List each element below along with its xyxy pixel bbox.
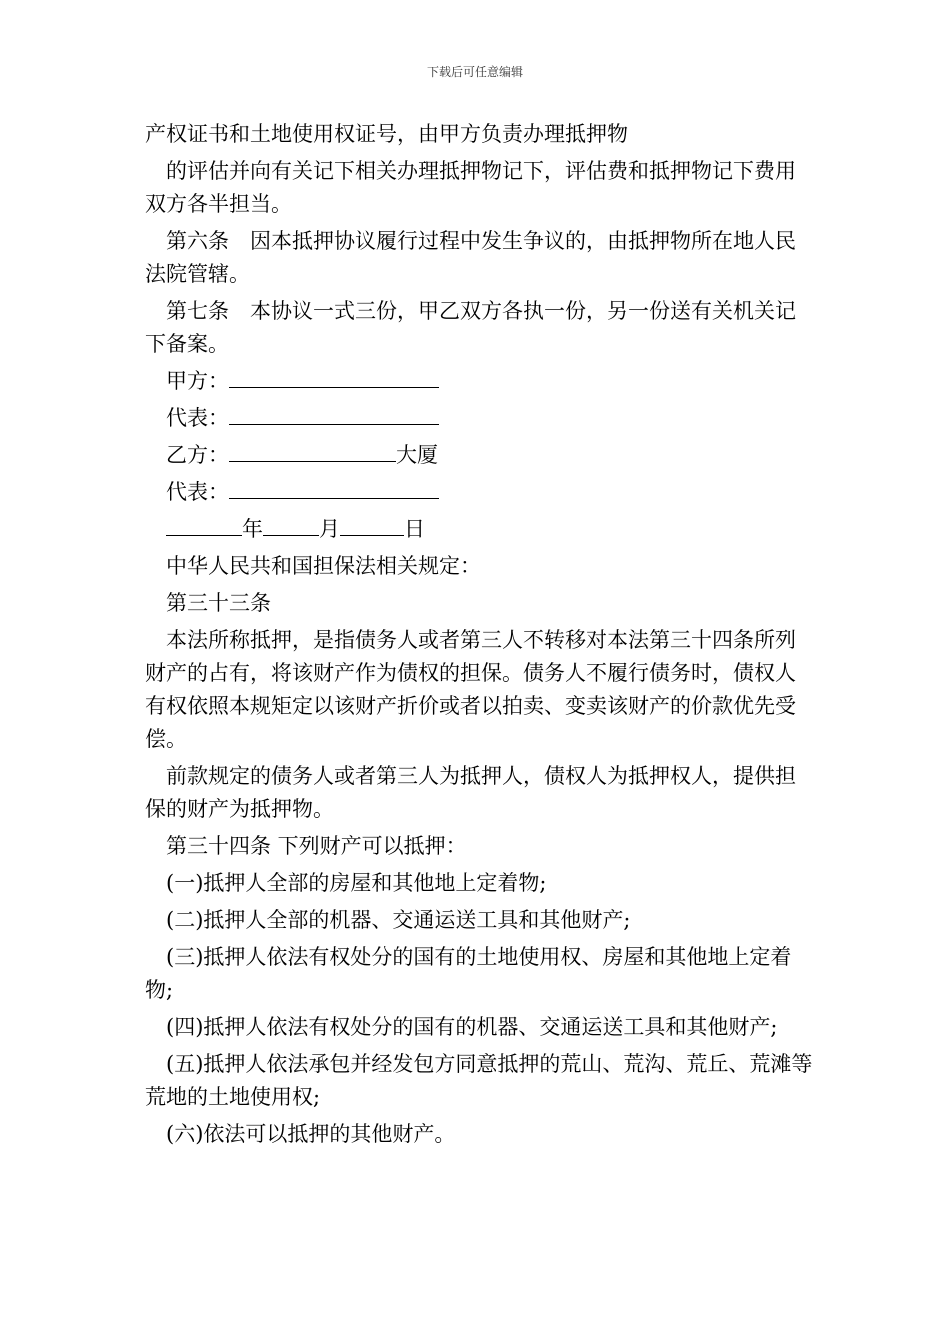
month-blank — [263, 513, 319, 536]
article-7-copies: 第七条 本协议一式三份，甲乙双方各执一份，另一份送有关机关记下备案。 — [145, 299, 796, 356]
article-34-item-4: (四)抵押人依法有权处分的国有的机器、交通运送工具和其他财产; — [166, 1015, 778, 1039]
article-34-title: 第三十四条 下列财产可以抵押： — [166, 834, 467, 858]
year-label: 年 — [242, 517, 263, 541]
article-34-item-6: (六)依法可以抵押的其他财产。 — [166, 1122, 456, 1146]
paragraph-property-certificate: 产权证书和土地使用权证号，由甲方负责办理抵押物 — [145, 122, 628, 146]
signature-rep-a — [145, 402, 815, 435]
article-33-title: 第三十三条 — [166, 591, 271, 615]
day-label: 日 — [404, 517, 425, 541]
document-body — [145, 118, 815, 1155]
article-34-item-1: (一)抵押人全部的房屋和其他地上定着物; — [166, 871, 547, 895]
rep-a-blank — [229, 402, 439, 425]
rep-b-blank — [229, 476, 439, 499]
year-blank — [166, 513, 242, 536]
day-blank — [340, 513, 404, 536]
article-34-item-2: (二)抵押人全部的机器、交通运送工具和其他财产; — [166, 908, 631, 932]
page-header: 下载后可任意编辑 — [426, 65, 523, 79]
article-33-paragraph-2: 前款规定的债务人或者第三人为抵押人，债权人为抵押权人，提供担保的财产为抵押物。 — [145, 764, 796, 821]
signature-party-a — [145, 365, 815, 398]
party-b-blank — [229, 439, 396, 462]
signature-date — [145, 513, 815, 546]
party-b-suffix: 大厦 — [396, 443, 438, 467]
party-a-label: 甲方： — [166, 369, 229, 393]
party-a-blank — [229, 365, 439, 388]
article-34-item-5: (五)抵押人依法承包并经发包方同意抵押的荒山、荒沟、荒丘、荒滩等荒地的土地使用权; — [145, 1052, 813, 1109]
article-34-item-3: (三)抵押人依法有权处分的国有的土地使用权、房屋和其他地上定着物; — [145, 945, 792, 1002]
rep-a-label: 代表： — [166, 406, 229, 430]
party-b-label: 乙方： — [166, 443, 229, 467]
rep-b-label: 代表： — [166, 480, 229, 504]
signature-party-b — [145, 439, 815, 472]
signature-rep-b — [145, 476, 815, 509]
month-label: 月 — [319, 517, 340, 541]
law-intro: 中华人民共和国担保法相关规定： — [166, 554, 481, 578]
article-6-dispute: 第六条 因本抵押协议履行过程中发生争议的，由抵押物所在地人民法院管辖。 — [145, 229, 796, 286]
paragraph-evaluation-fee: 的评估并向有关记下相关办理抵押物记下，评估费和抵押物记下费用双方各半担当。 — [145, 159, 796, 216]
article-33-paragraph-1: 本法所称抵押，是指债务人或者第三人不转移对本法第三十四条所列财产的占有，将该财产作为债权的担保。债务人不履行债务时，债权人有权依照本规矩定以该财产折价或者以拍卖、变卖该财产的价款优先受偿。 — [145, 628, 796, 751]
